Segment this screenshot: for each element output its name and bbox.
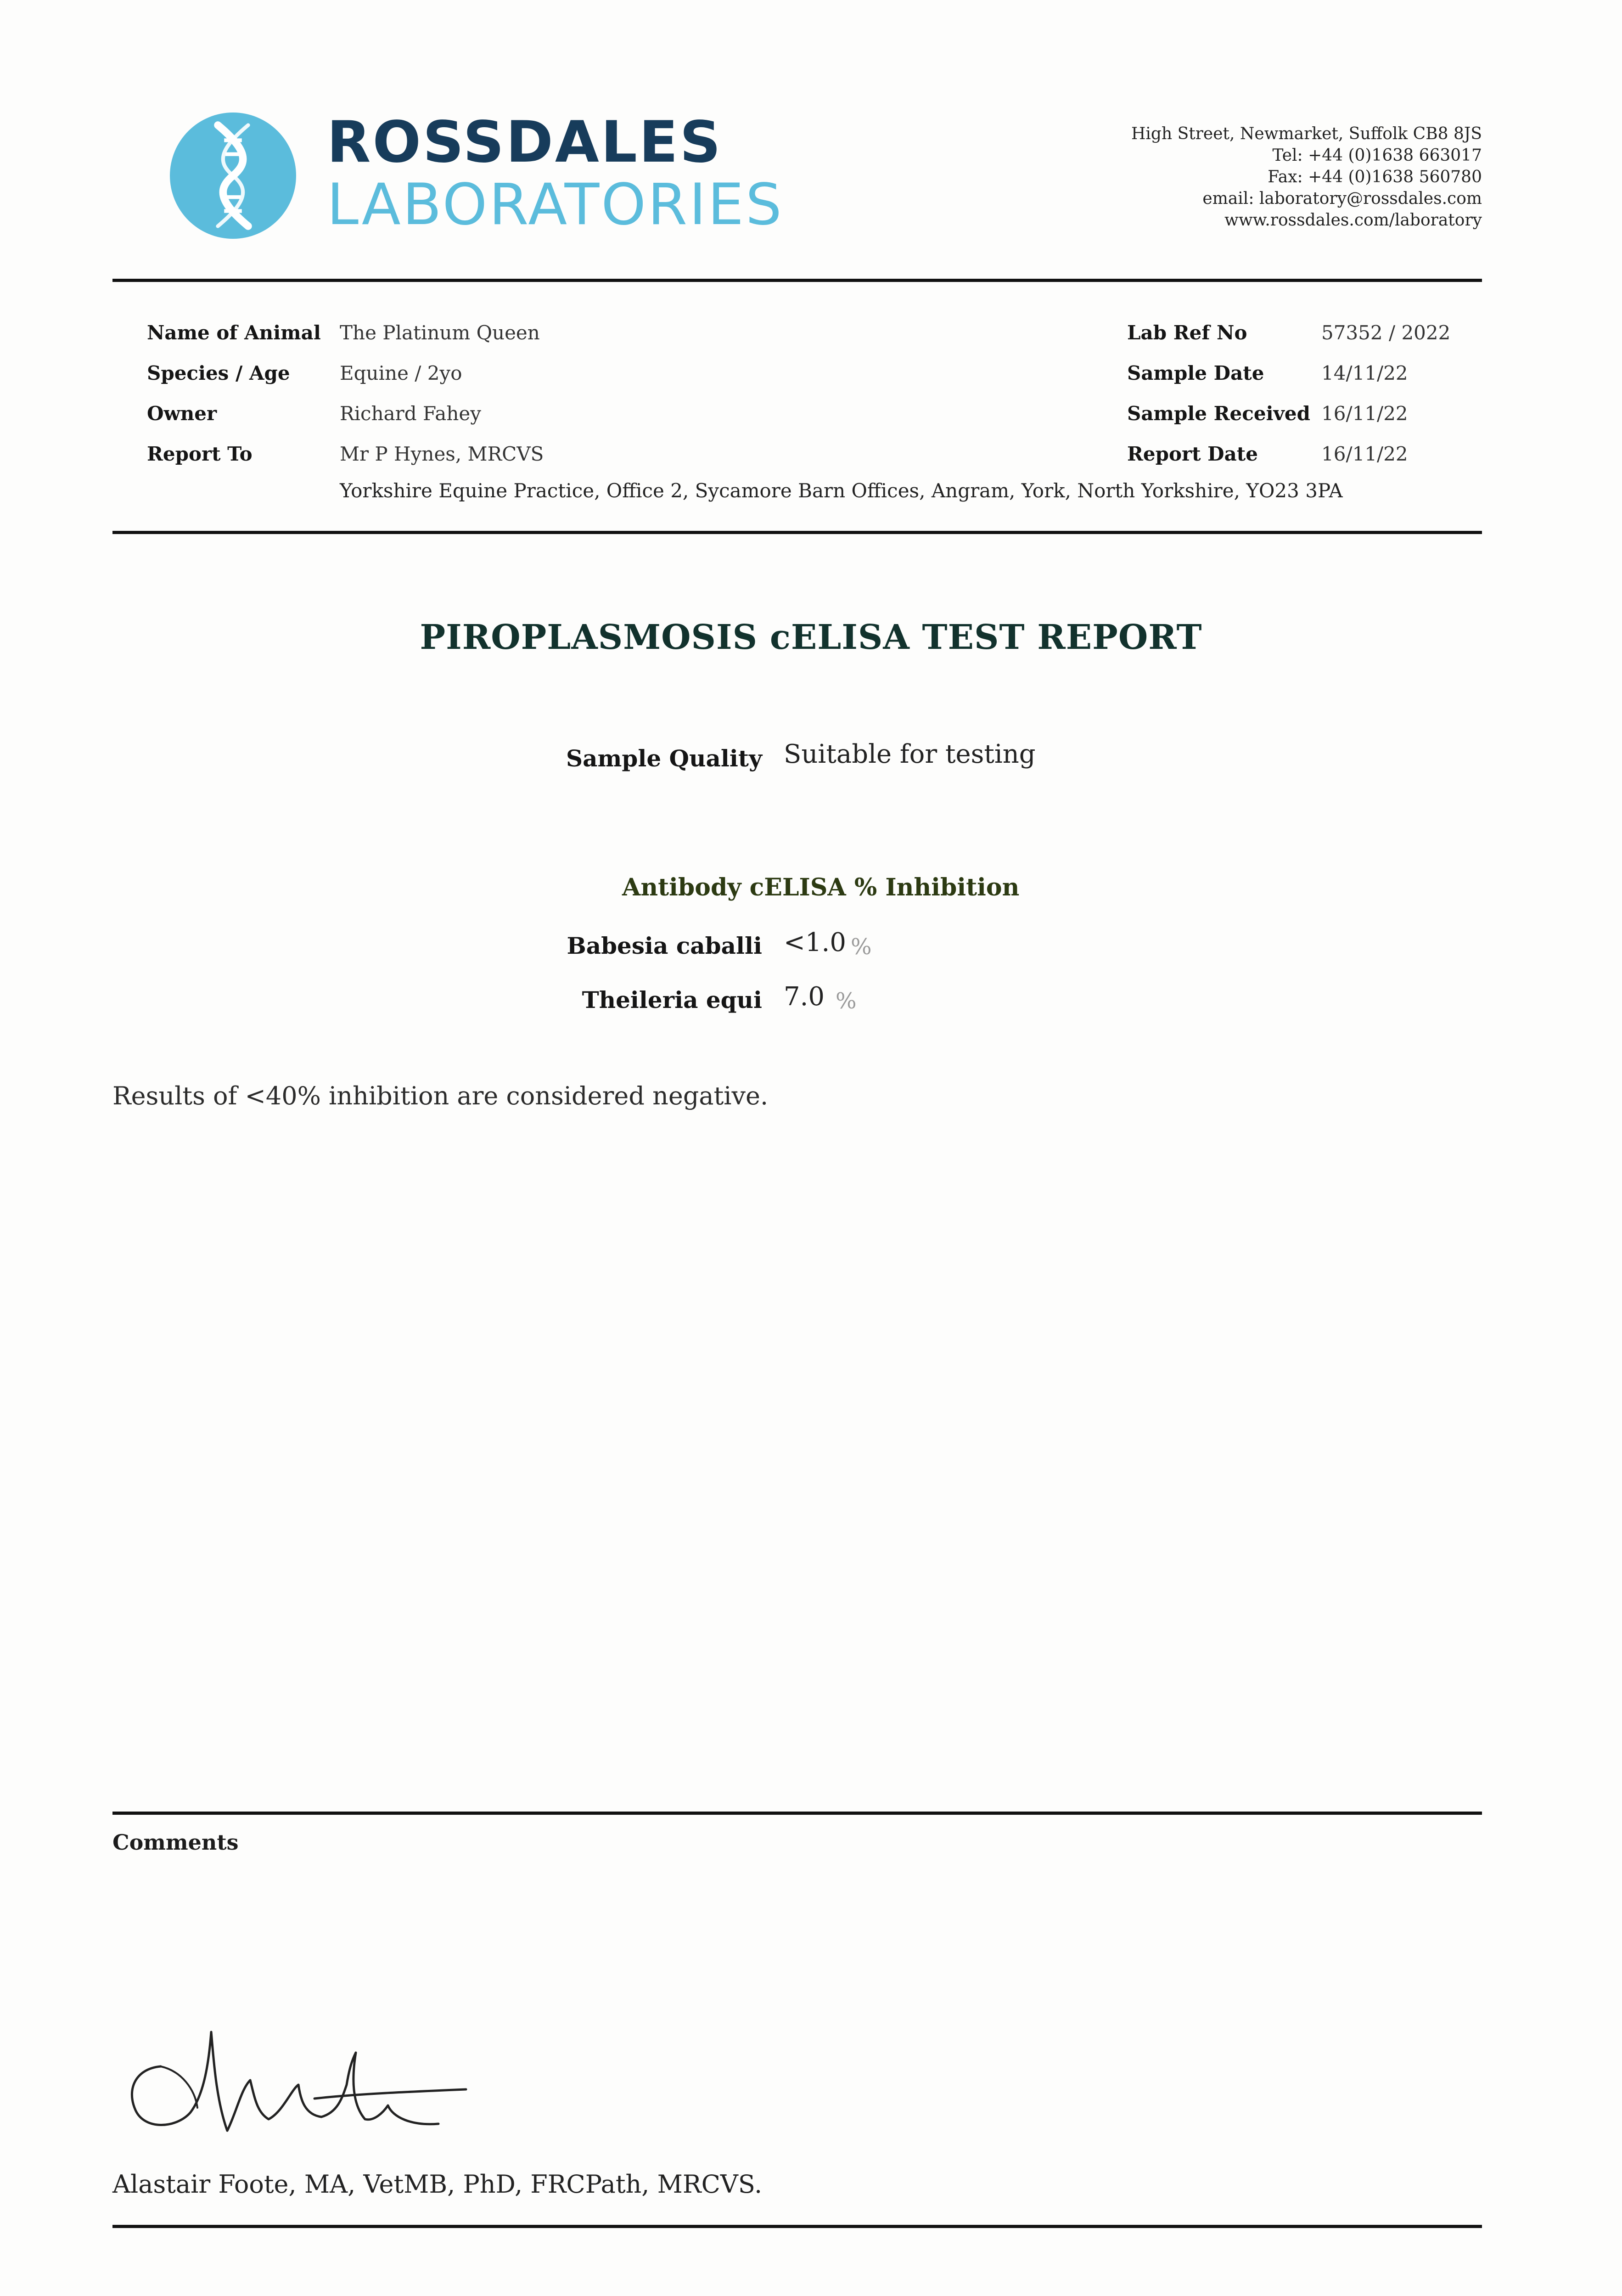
sample-date-label: Sample Date <box>1127 362 1264 384</box>
name-label: Name of Animal <box>147 321 321 344</box>
rossdales-logo-icon <box>170 113 296 239</box>
website-text: www.rossdales.com/laboratory <box>1224 211 1482 230</box>
report-to-label: Report To <box>147 443 253 465</box>
report-to-value: Mr P Hynes, MRCVS <box>340 443 544 465</box>
tel-text: Tel: +44 (0)1638 663017 <box>1272 146 1482 165</box>
lab-ref-label: Lab Ref No <box>1127 321 1247 344</box>
contact-block <box>1131 123 1482 231</box>
signature-image <box>117 2020 484 2144</box>
fax-text: Fax: +44 (0)1638 560780 <box>1268 168 1482 186</box>
comments-divider <box>112 1812 1482 1815</box>
interpretation-note: Results of <40% inhibition are considered negative. <box>112 1081 769 1110</box>
email-text: email: laboratory@rossdales.com <box>1202 189 1482 208</box>
sample-quality-value: Suitable for testing <box>784 739 1036 769</box>
report-date-value: 16/11/22 <box>1321 443 1408 465</box>
footer-divider <box>112 2225 1482 2228</box>
header-divider <box>112 279 1482 282</box>
report-title: PIROPLASMOSIS cELISA TEST REPORT <box>420 618 1202 657</box>
brand-name: ROSSDALES <box>327 109 723 175</box>
address-text: High Street, Newmarket, Suffolk CB8 8JS <box>1131 124 1482 143</box>
babesia-value: <1.0 <box>784 928 846 957</box>
sample-quality-label: Sample Quality <box>566 745 762 772</box>
babesia-unit: % <box>851 934 872 960</box>
report-to-address: Yorkshire Equine Practice, Office 2, Sycamore Barn Offices, Angram, York, North Yorkshire, YO23 3PA <box>340 479 1343 502</box>
theileria-value: 7.0 <box>784 982 825 1012</box>
sample-date-value: 14/11/22 <box>1321 362 1408 384</box>
owner-label: Owner <box>147 402 217 425</box>
species-value: Equine / 2yo <box>340 362 462 384</box>
lab-ref-value: 57352 / 2022 <box>1321 321 1451 344</box>
theileria-label: Theileria equi <box>582 986 762 1013</box>
theileria-unit: % <box>836 988 857 1014</box>
babesia-label: Babesia caballi <box>567 932 762 959</box>
comments-label: Comments <box>112 1830 239 1855</box>
sample-received-value: 16/11/22 <box>1321 402 1408 425</box>
section-title: Antibody cELISA % Inhibition <box>622 873 1020 901</box>
signer-name: Alastair Foote, MA, VetMB, PhD, FRCPath, MRCVS. <box>112 2170 763 2199</box>
report-date-label: Report Date <box>1127 443 1258 465</box>
details-divider <box>112 531 1482 534</box>
brand-subtitle: LABORATORIES <box>327 172 784 238</box>
owner-value: Richard Fahey <box>340 402 481 425</box>
sample-received-label: Sample Received <box>1127 402 1311 425</box>
name-value: The Platinum Queen <box>340 321 540 344</box>
species-label: Species / Age <box>147 362 290 384</box>
